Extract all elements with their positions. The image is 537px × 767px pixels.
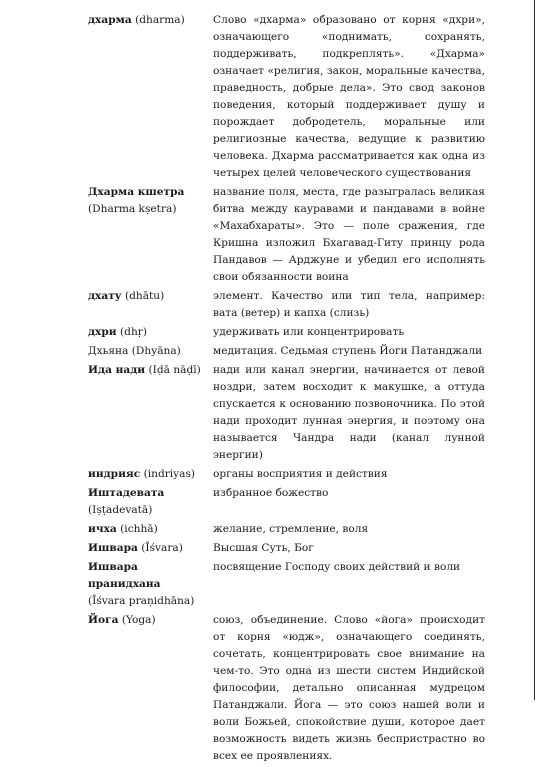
- glossary-definition: Слово «дхарма» образовано от корня «дхри», означающего «поднимать, сохранять, поддерживать, подкреплять». «Дхарма» означает «религия, закон, моральные качества, праведность, добрые дела». Это свод законов поведения, который поддерживает душу и порождает добродетель, моральные или религиозные качества, ведущие к развитию человека. Дхарма рассматривается как одна из четырех целей человеческого существования: [213, 14, 485, 179]
- glossary-entry: [88, 288, 485, 322]
- glossary-term: [88, 521, 213, 538]
- glossary-definition: избранное божество: [213, 487, 329, 499]
- glossary-term: [88, 559, 213, 610]
- term-word: дхри: [88, 326, 117, 338]
- term-word: дхату: [88, 290, 122, 302]
- glossary-term: [88, 612, 213, 629]
- glossary-entry: [88, 12, 485, 182]
- glossary-definition: название поля, места, где разыгралась великая битва между кауравами и пандавами в войне «Махабхараты». Это — поле сражения, где Кришна изложил Бхагавад-Гиту принцу рода Пандавов — Арджуне и убедил его исполнять свои обязанности воина: [213, 186, 485, 283]
- glossary-entry: [88, 612, 485, 765]
- glossary-definition: нади или канал энергии, начинается от левой ноздри, затем восходит к макушке, а оттуда спускается к основанию позвоночника. По этой нади проходит лунная энергия, и поэтому она называется Чандра нади (канал лунной энергии): [213, 364, 485, 461]
- glossary-term: [88, 184, 213, 218]
- glossary-definition: органы восприятия и действия: [213, 468, 388, 480]
- glossary: [88, 12, 485, 767]
- glossary-term: [88, 12, 213, 29]
- term-word: Дхарма кшетра: [88, 186, 185, 198]
- term-transliteration: (Dharma kṣetra): [88, 203, 177, 215]
- term-transliteration: (Iṣṭadevatā): [88, 504, 153, 516]
- term-word: индрияс: [88, 468, 141, 480]
- term-word: Дхьяна: [88, 345, 129, 357]
- term-word: Ида нади: [88, 364, 146, 376]
- glossary-definition: медитация. Седьмая ступень Йоги Патанджали: [213, 345, 483, 357]
- term-transliteration: (ichhā): [120, 523, 158, 535]
- glossary-definition: союз, объединение. Слово «йога» происходит от корня «юдж», означающего соединять, сочетать, концентрировать свое внимание на чем-то. Это одна из шести систем Индийской философии, детально описанная мудрецом Патанджали. Йога — это союз нашей воли и воли Божьей, спокойствие души, которое дает возможность видеть жизнь беспристрастно во всех ее проявлениях.: [213, 614, 485, 762]
- term-word: Ишвара пранидхана: [88, 561, 161, 590]
- term-word: Ишвара: [88, 542, 138, 554]
- term-word: Йога: [88, 614, 119, 626]
- glossary-entry: [88, 540, 485, 557]
- glossary-entry: [88, 362, 485, 464]
- glossary-entry: [88, 343, 485, 360]
- glossary-term: [88, 362, 213, 379]
- term-transliteration: (dhṛ): [120, 326, 147, 338]
- term-transliteration: (Iḍā nāḍī): [148, 364, 201, 376]
- page-edge-rule: [534, 0, 535, 700]
- glossary-definition: желание, стремление, воля: [213, 523, 369, 535]
- glossary-definition: элемент. Качество или тип тела, например: вата (ветер) и капха (слизь): [213, 290, 485, 319]
- term-transliteration: (Yoga): [121, 614, 156, 626]
- glossary-definition: Высшая Суть, Бог: [213, 542, 314, 554]
- glossary-term: [88, 324, 213, 341]
- term-transliteration: (Īśvara praṇidhāna): [88, 595, 195, 607]
- glossary-entry: [88, 184, 485, 286]
- term-transliteration: (Īśvara): [141, 542, 183, 554]
- glossary-definition: посвящение Господу своих действий и воли: [213, 561, 461, 573]
- term-transliteration: (indriyas): [143, 468, 196, 480]
- term-transliteration: (dhātu): [124, 290, 165, 302]
- glossary-term: [88, 466, 213, 483]
- glossary-term: [88, 288, 213, 305]
- glossary-term: [88, 540, 213, 557]
- term-word: Иштадевата: [88, 487, 165, 499]
- glossary-entry: [88, 559, 485, 610]
- term-word: ичха: [88, 523, 117, 535]
- term-word: дхарма: [88, 14, 132, 26]
- term-transliteration: (dharma): [135, 14, 185, 26]
- glossary-definition: удерживать или концентрировать: [213, 326, 405, 338]
- glossary-term: [88, 485, 213, 519]
- term-transliteration: (Dhyāna): [131, 345, 181, 357]
- glossary-entry: [88, 466, 485, 483]
- glossary-term: [88, 343, 213, 360]
- glossary-entry: [88, 324, 485, 341]
- glossary-entry: [88, 521, 485, 538]
- glossary-entry: [88, 485, 485, 519]
